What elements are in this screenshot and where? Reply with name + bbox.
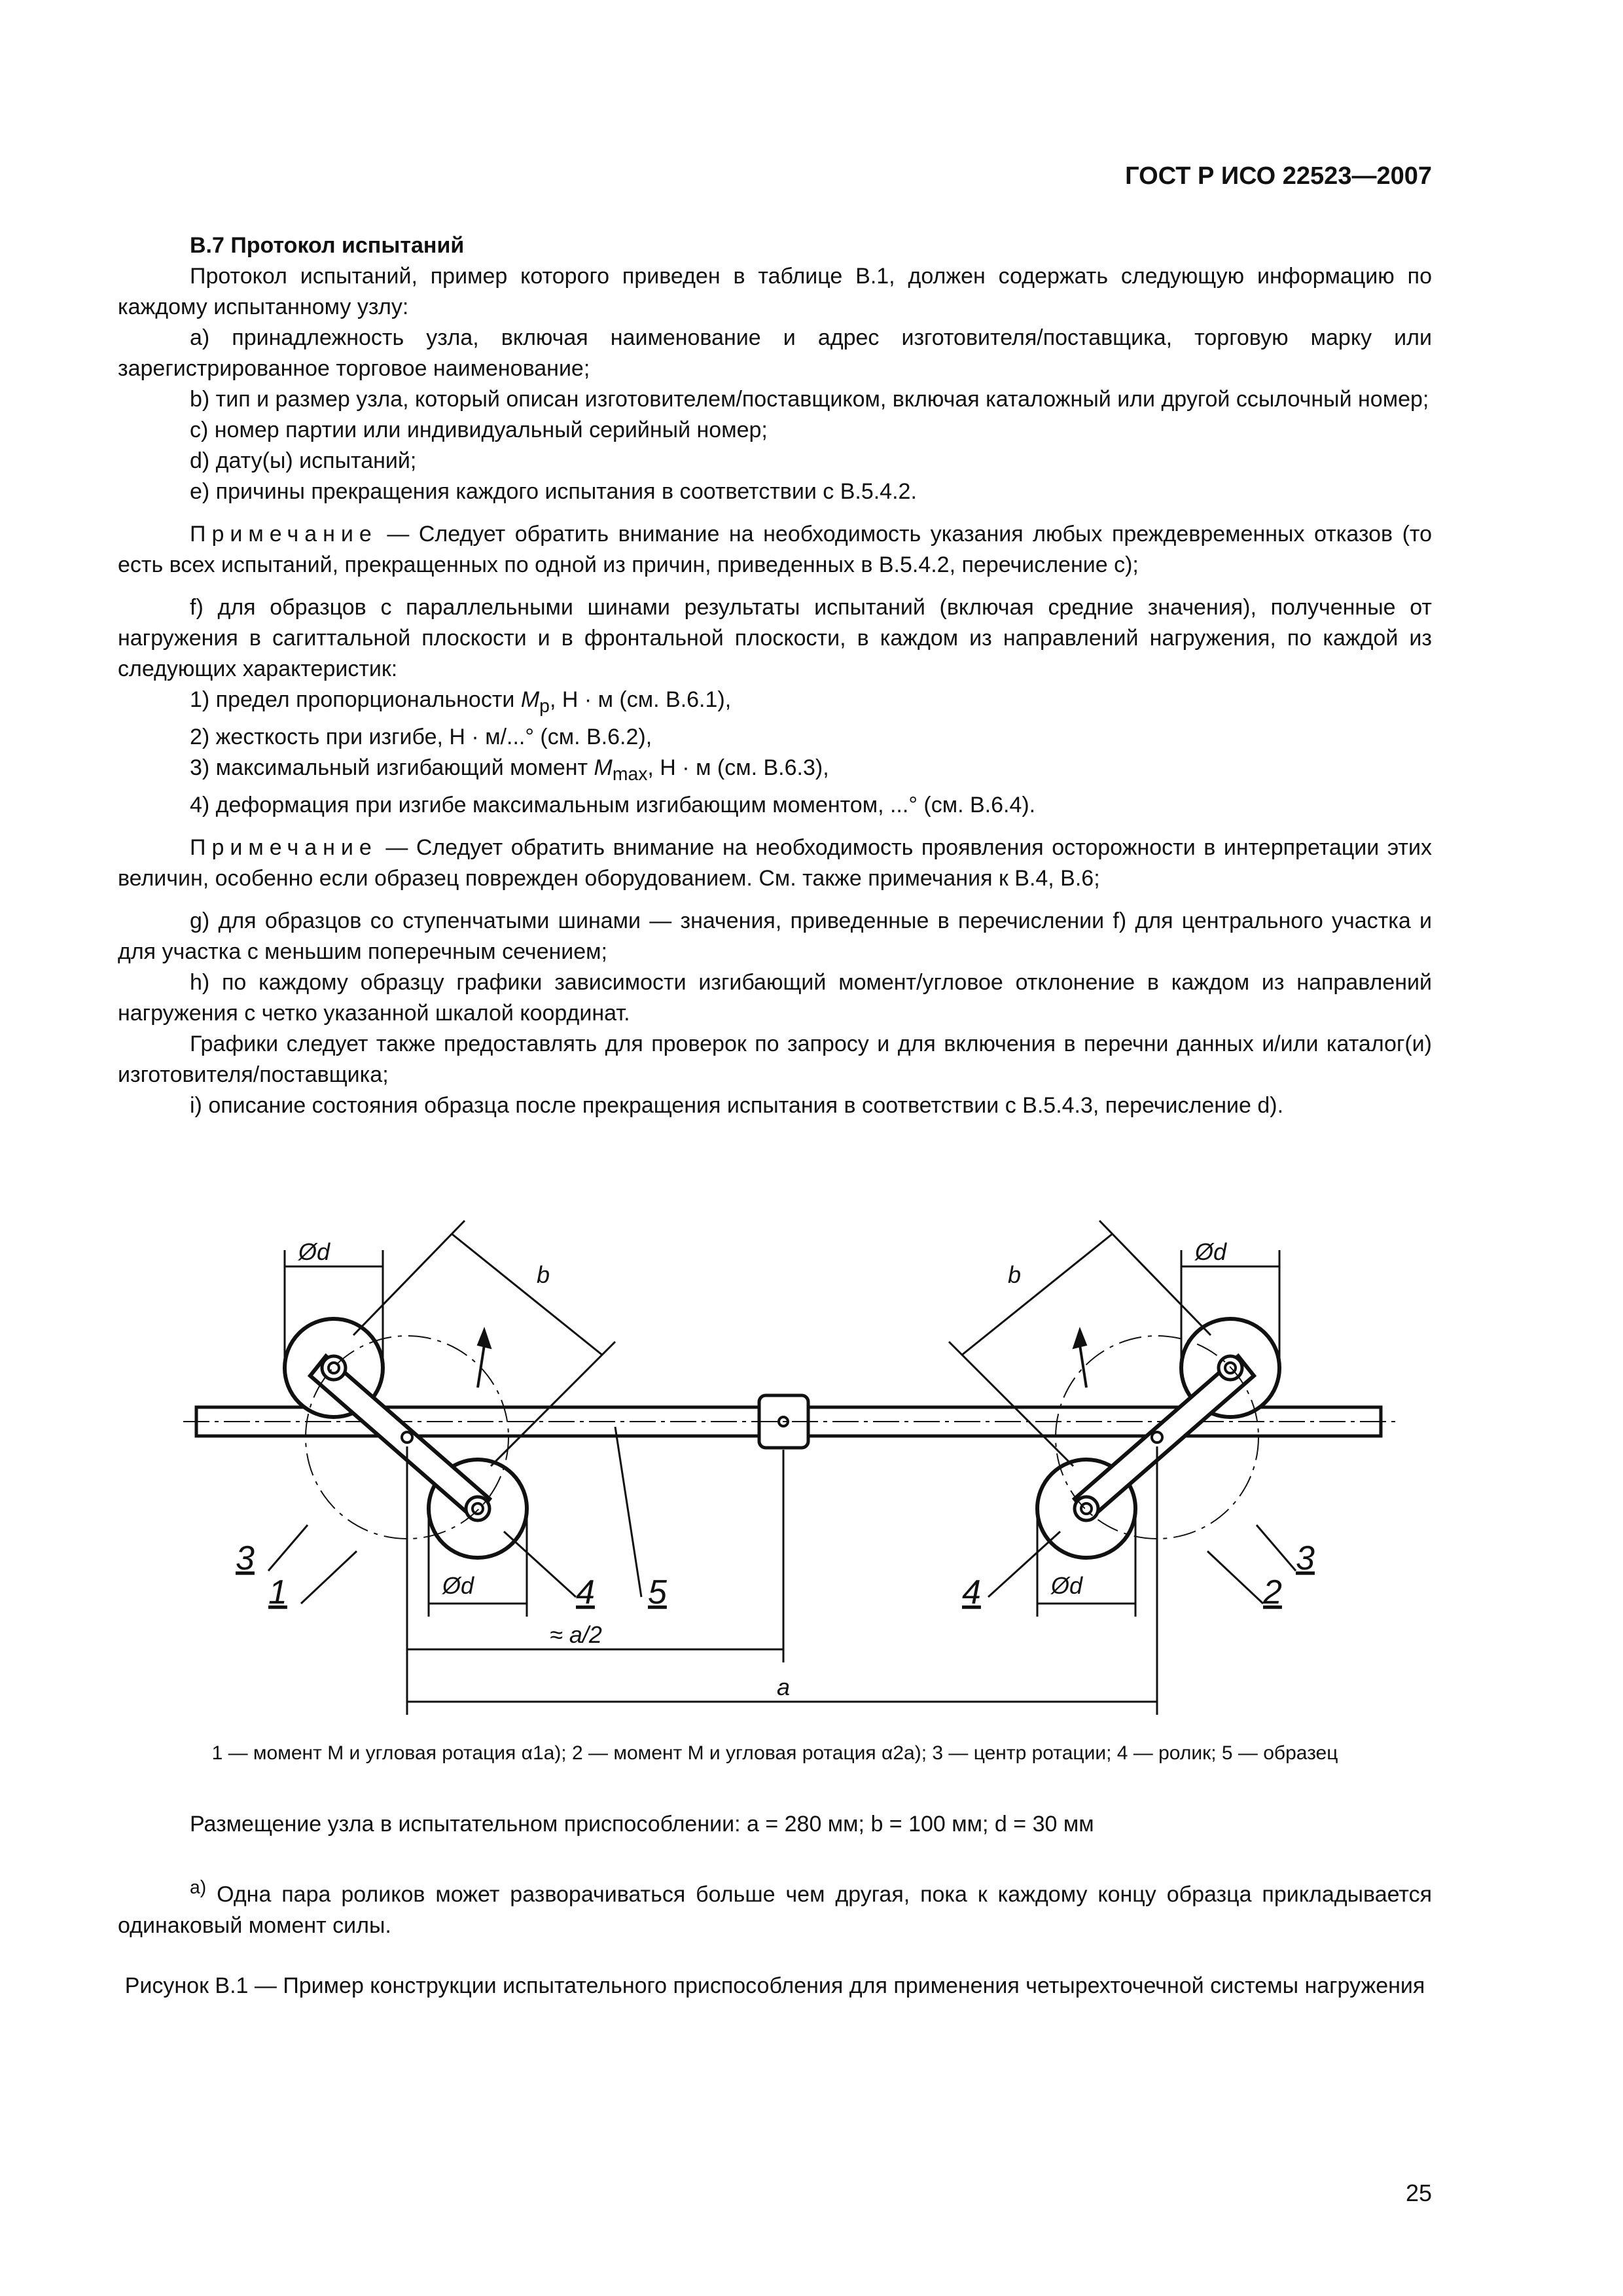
rotation-arrow-left — [478, 1345, 484, 1388]
f1-unit: , Н · м (см. B.6.1), — [549, 687, 732, 712]
paragraph-intro: Протокол испытаний, пример которого приведен в таблице B.1, должен содержать следующую информацию по каждому испытанному узлу: — [118, 264, 1432, 319]
list-item-e: e) причины прекращения каждого испытания в соответствии с B.5.4.2. — [190, 479, 917, 504]
list-item-h: h) по каждому образцу графики зависимости изгибающий момент/угловое отклонение в каждом из направлений нагружения с четко указанной шкалой координат. — [118, 969, 1432, 1026]
leader-3-left — [268, 1525, 308, 1571]
note-1-label: Примечание — [190, 522, 378, 547]
rotation-arrow-right — [1080, 1345, 1086, 1388]
list-item-g: g) для образцов со ступенчатыми шинами — значения, приведенные в перечислении f) для центрального участка и для участка с меньшим поперечным сечением; — [118, 908, 1432, 964]
arrowhead-left — [478, 1329, 491, 1348]
footnote-text: Одна пара роликов может разворачиваться больше чем другая, пока к каждому концу образца прикладывается одинаковый момент силы. — [118, 1882, 1432, 1939]
label-d-left-bottom: Ød — [442, 1572, 474, 1599]
f3-text: 3) максимальный изгибающий момент — [190, 755, 594, 780]
label-5: 5 — [648, 1573, 667, 1611]
figure-b1-drawing — [170, 1191, 1453, 1728]
ext-line-b-left-2 — [491, 1342, 615, 1466]
label-d-right-bottom: Ød — [1050, 1572, 1083, 1599]
f3-symbol: M — [594, 755, 613, 780]
leader-2 — [1207, 1551, 1263, 1604]
f1-subscript: p — [539, 695, 550, 717]
list-item-b: b) тип и размер узла, который описан изготовителем/поставщиком, включая каталожный или другой ссылочный номер; — [190, 387, 1429, 412]
label-d-left-top: Ød — [298, 1238, 330, 1265]
sub-item-f4: 4) деформация при изгибе максимальным изгибающим моментом, ...° (см. B.6.4). — [190, 792, 1036, 817]
f1-symbol: M — [520, 687, 540, 712]
figure-footnote — [118, 1872, 1432, 1941]
label-4-left: 4 — [576, 1573, 595, 1611]
label-a: a — [776, 1674, 791, 1700]
rotation-center-right — [1152, 1432, 1162, 1443]
sub-item-f3 — [118, 753, 1432, 790]
label-1: 1 — [268, 1573, 287, 1611]
fixture-placement: Размещение узла в испытательном приспособлении: a = 280 мм; b = 100 мм; d = 30 мм — [190, 1812, 1094, 1837]
label-d-right-top: Ød — [1194, 1238, 1227, 1265]
label-b-right: b — [1008, 1261, 1022, 1288]
rotation-center-left — [402, 1432, 412, 1443]
note-2 — [118, 833, 1432, 894]
f3-unit: , Н · м (см. B.6.3), — [647, 755, 829, 780]
note-2-text: — Следует обратить внимание на необходимость проявления осторожности в интерпретации этих величин, особенно если образец поврежден оборудованием. См. также примечания к B.4, B.6; — [118, 834, 1432, 891]
section-title: B.7 Протокол испытаний — [190, 233, 465, 258]
ext-line-b-right-1 — [1099, 1221, 1211, 1335]
note-2-label: Примечание — [190, 834, 378, 860]
leader-3-right — [1257, 1525, 1296, 1571]
test-fixture-diagram — [170, 1191, 1453, 1728]
arrowhead-right — [1073, 1329, 1086, 1348]
f3-subscript: max — [612, 763, 648, 785]
label-4-right: 4 — [962, 1573, 981, 1611]
sub-item-f2: 2) жесткость при изгибе, Н · м/...° (см. B.6.2), — [190, 724, 652, 749]
f1-text: 1) предел пропорциональности — [190, 687, 521, 712]
footnote-mark: a) — [190, 1877, 207, 1898]
list-item-a: a) принадлежность узла, включая наименование и адрес изготовителя/поставщика, торговую марку или зарегистрированное торговое наименование; — [118, 325, 1432, 381]
leader-5 — [615, 1427, 641, 1597]
document-code: ГОСТ Р ИСО 22523—2007 — [1125, 162, 1432, 190]
label-3-left: 3 — [236, 1539, 255, 1577]
figure-legend: 1 — момент M и угловая ротация α1a); 2 — момент M и угловая ротация α2a); 3 — центр ротации; 4 — ролик; 5 — образец — [211, 1742, 1338, 1764]
label-3-right: 3 — [1296, 1539, 1315, 1577]
ext-line-b-left-1 — [353, 1221, 465, 1335]
dim-line-b-right — [962, 1234, 1113, 1355]
note-1-text: — Следует обратить внимание на необходимость указания любых преждевременных отказов (то есть всех испытаний, прекращенных по одной из причин, приведенных в B.5.4.2, перечисление c); — [118, 522, 1432, 577]
page-number: 25 — [1405, 2179, 1432, 2206]
list-item-f: f) для образцов с параллельными шинами результаты испытаний (включая средние значения), полученные от нагружения в сагиттальной плоскости и в фронтальной плоскости, в каждом из направлений нагружения, по каждой из следующих характеристик: — [118, 595, 1432, 681]
leader-4-right — [988, 1532, 1060, 1597]
leader-1 — [301, 1551, 357, 1604]
list-item-i: i) описание состояния образца после прекращения испытания в соответствии с B.5.4.3, перечисление d). — [190, 1092, 1284, 1118]
note-1 — [118, 519, 1432, 581]
list-item-d: d) дату(ы) испытаний; — [190, 448, 417, 473]
section-body — [118, 230, 1432, 1121]
figure-caption: Рисунок B.1 — Пример конструкции испытательного приспособления для применения четырехточечной системы нагружения — [124, 1973, 1425, 1998]
leader-4-left — [504, 1532, 576, 1597]
label-2: 2 — [1263, 1573, 1282, 1611]
label-half-a: ≈ a/2 — [550, 1621, 602, 1648]
label-b-left: b — [537, 1261, 550, 1288]
sub-item-f1 — [118, 685, 1432, 722]
list-item-c: c) номер партии или индивидуальный серийный номер; — [190, 418, 768, 442]
dim-line-b-left — [452, 1234, 602, 1355]
paragraph-graphs: Графики следует также предоставлять для проверок по запросу и для включения в перечни данных и/или каталог(и) изготовителя/поставщика; — [118, 1031, 1432, 1087]
ext-line-b-right-2 — [949, 1342, 1073, 1466]
